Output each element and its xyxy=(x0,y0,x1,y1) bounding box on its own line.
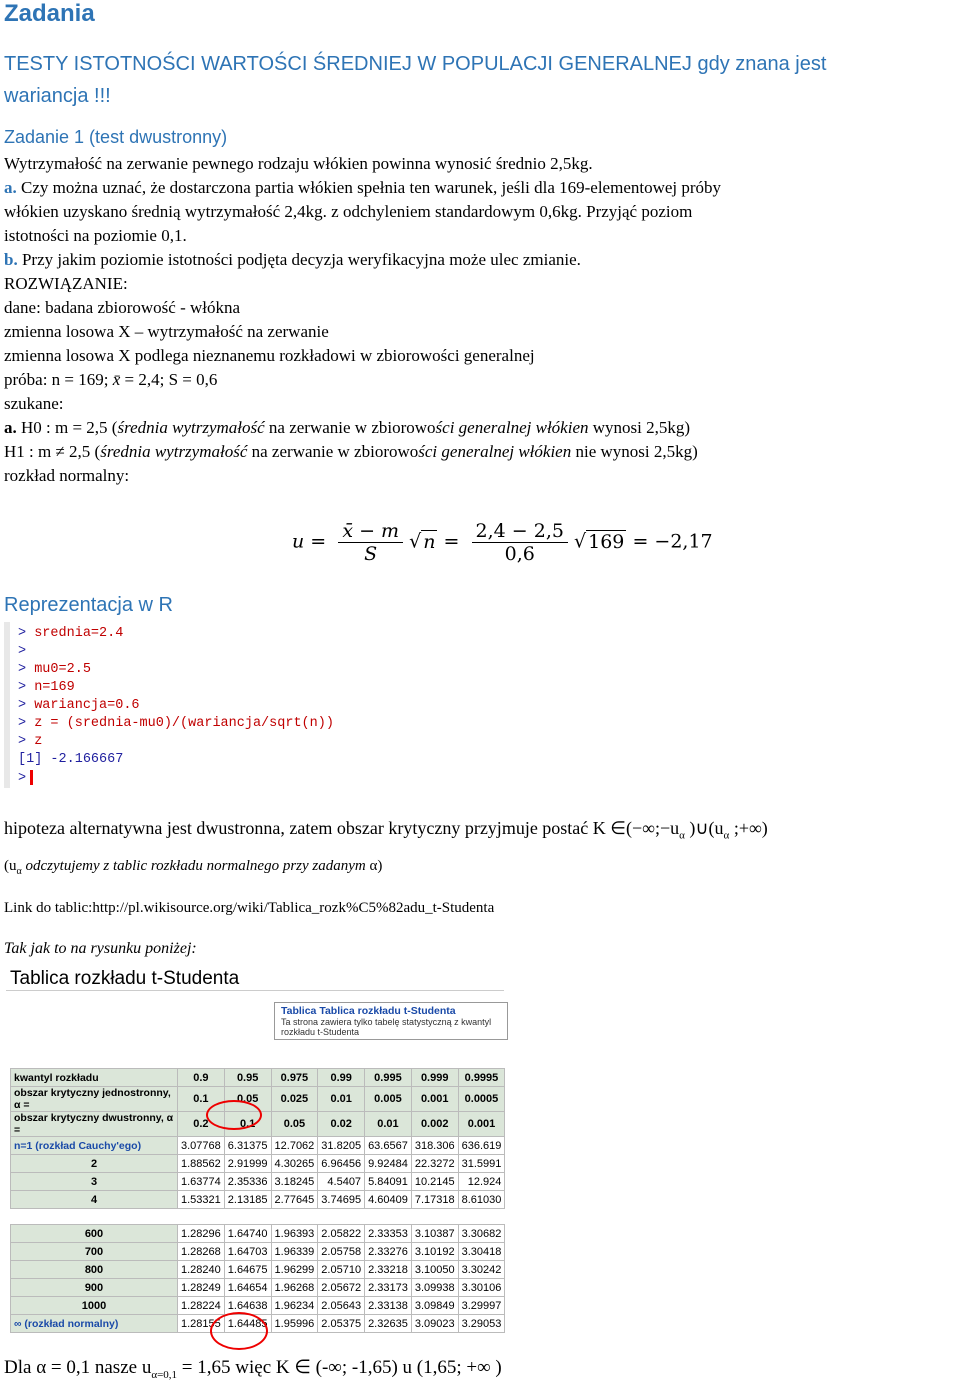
table-cell: 3.10387 xyxy=(411,1225,458,1243)
table-cell: 1.63774 xyxy=(178,1173,225,1191)
table-cell: 8.61030 xyxy=(458,1191,505,1209)
table-cell: 2.05643 xyxy=(318,1297,365,1315)
header-cell: 0.95 xyxy=(224,1069,271,1087)
table-row xyxy=(11,1137,505,1155)
header-cell: 0.02 xyxy=(318,1112,365,1137)
table-row xyxy=(11,1225,505,1243)
header-cell: 0.001 xyxy=(411,1087,458,1112)
table-row xyxy=(11,1243,505,1261)
table-row xyxy=(11,1279,505,1297)
task-body xyxy=(4,152,956,488)
table-row xyxy=(11,1261,505,1279)
table-cell: 3.30106 xyxy=(458,1279,505,1297)
header-cell: 0.005 xyxy=(365,1087,412,1112)
row-label: 800 xyxy=(11,1261,178,1279)
table-cell: 3.29997 xyxy=(458,1297,505,1315)
highlight-circle-value xyxy=(210,1312,268,1350)
table-cell: 3.30682 xyxy=(458,1225,505,1243)
r-console-line: > wariancja=0.6 xyxy=(18,698,140,713)
table-cell: 3.18245 xyxy=(271,1173,318,1191)
table-cell: 1.96268 xyxy=(271,1279,318,1297)
header-cell: 0.99 xyxy=(318,1069,365,1087)
r-console-line: > mu0=2.5 xyxy=(18,662,91,677)
variable-line-2: zmienna losowa X podlega nieznanemu rozkładowi w zbiorowości generalnej xyxy=(4,346,535,365)
table-cell: 3.09938 xyxy=(411,1279,458,1297)
table-row xyxy=(11,1155,505,1173)
r-section-title: Reprezentacja w R xyxy=(4,594,173,616)
table-cell: 2.33353 xyxy=(365,1225,412,1243)
table-cell: 2.05758 xyxy=(318,1243,365,1261)
table-cell: 31.8205 xyxy=(318,1137,365,1155)
table-cell: 3.74695 xyxy=(318,1191,365,1209)
r-console-line: > z = (srednia-mu0)/(wariancja/sqrt(n)) xyxy=(18,716,334,731)
table-cell: 1.64675 xyxy=(224,1261,271,1279)
r-console-line: > xyxy=(18,644,27,659)
table-cell: 2.05375 xyxy=(318,1315,365,1333)
header-cell: 0.05 xyxy=(271,1112,318,1137)
table-cell: 1.28224 xyxy=(178,1297,225,1315)
table-row xyxy=(11,1297,505,1315)
table-cell: 10.2145 xyxy=(411,1173,458,1191)
row-label: ∞ (rozkład normalny) xyxy=(11,1315,178,1333)
header-cell: 0.9 xyxy=(178,1069,225,1087)
table-cell: 3.07768 xyxy=(178,1137,225,1155)
h1-line: H1 : m ≠ 2,5 (średnia wytrzymałość na zerwanie w zbiorowości generalnej włókien nie wynosi 2,5kg) xyxy=(4,442,698,461)
item-a-line-3: istotności na poziomie 0,1. xyxy=(4,226,187,245)
table-cell: 12.7062 xyxy=(271,1137,318,1155)
r-console-line: [1] -2.166667 xyxy=(18,752,124,767)
test-statistic-formula: u = $\frac{x̄ - m}{S}$ √ n = $\frac{2,4 - 2,5}{0,6}$ √ 169 = −2,17 xyxy=(292,520,713,565)
row-label: 2 xyxy=(11,1155,178,1173)
table-cell: 1.96299 xyxy=(271,1261,318,1279)
table-cell: 1.96234 xyxy=(271,1297,318,1315)
table-cell: 1.28268 xyxy=(178,1243,225,1261)
item-b-label: b. xyxy=(4,250,18,269)
header-cell: 0.001 xyxy=(458,1112,505,1137)
table-link-line: Link do tablic:http://pl.wikisource.org/wiki/Tablica_rozk%C5%82adu_t-Studenta xyxy=(4,900,495,916)
header-cell: 0.2 xyxy=(178,1112,225,1137)
table-row xyxy=(11,1191,505,1209)
table-cell: 1.64703 xyxy=(224,1243,271,1261)
critical-region-text: hipoteza alternatywna jest dwustronna, zatem obszar krytyczny przyjmuje postać K $\in(-\infty;-u_\alpha$ )$\cup(u_\alpha$ ;+∞) xyxy=(4,818,768,842)
table-cell: 2.13185 xyxy=(224,1191,271,1209)
header-cell: 0.002 xyxy=(411,1112,458,1137)
table-cell: 1.96339 xyxy=(271,1243,318,1261)
given-line: dane: badana zbiorowość - włókna xyxy=(4,298,241,317)
table-cell: 1.28155 xyxy=(178,1315,225,1333)
figure-caption: Tak jak to na rysunku poniżej: xyxy=(4,940,197,957)
subtitle-line-2: wariancja !!! xyxy=(4,85,111,107)
table-cell: 3.30418 xyxy=(458,1243,505,1261)
header-cell: 0.05 xyxy=(224,1087,271,1112)
header-cell: 0.01 xyxy=(365,1112,412,1137)
table-cell: 318.306 xyxy=(411,1137,458,1155)
sought-line: szukane: xyxy=(4,394,64,413)
table-row xyxy=(11,1069,505,1087)
header-cell: 0.9995 xyxy=(458,1069,505,1087)
row-label: obszar krytyczny dwustronny, α = xyxy=(11,1112,178,1137)
table-cell: 3.09849 xyxy=(411,1297,458,1315)
table-cell: 9.92484 xyxy=(365,1155,412,1173)
row-label: obszar krytyczny jednostronny, α = xyxy=(11,1087,178,1112)
distribution-line: rozkład normalny: xyxy=(4,466,130,485)
header-cell: 0.01 xyxy=(318,1087,365,1112)
variable-line-1: zmienna losowa X – wytrzymałość na zerwanie xyxy=(4,322,329,341)
row-label: 3 xyxy=(11,1173,178,1191)
task-title: Zadanie 1 (test dwustronny) xyxy=(4,127,228,147)
table-cell: 1.64485 xyxy=(224,1315,271,1333)
t-table-popup: Tablica Tablica rozkładu t-Studenta Ta strona zawiera tylko tabelę statystyczną z kwantyl rozkładu t-Studenta xyxy=(274,1002,508,1040)
section-subtitle xyxy=(4,48,954,112)
r-console-line: > xyxy=(18,770,33,786)
table-cell: 6.31375 xyxy=(224,1137,271,1155)
row-label: 600 xyxy=(11,1225,178,1243)
table-cell: 2.05710 xyxy=(318,1261,365,1279)
table-cell: 2.91999 xyxy=(224,1155,271,1173)
table-cell: 12.924 xyxy=(458,1173,505,1191)
table-cell: 4.60409 xyxy=(365,1191,412,1209)
table-cell: 1.64740 xyxy=(224,1225,271,1243)
table-cell: 1.28249 xyxy=(178,1279,225,1297)
table-cell: 31.5991 xyxy=(458,1155,505,1173)
table-cell: 2.35336 xyxy=(224,1173,271,1191)
row-label: n=1 (rozkład Cauchy'ego) xyxy=(11,1137,178,1155)
table-cell: 1.28296 xyxy=(178,1225,225,1243)
h0-line: a. H0 : m = 2,5 (średnia wytrzymałość na zerwanie w zbiorowości generalnej włókien wynosi 2,5kg) xyxy=(4,418,691,437)
table-cell: 1.96393 xyxy=(271,1225,318,1243)
header-cell: 0.1 xyxy=(178,1087,225,1112)
table-cell: 22.3272 xyxy=(411,1155,458,1173)
sample-line: próba: n = 169; x̄ = 2,4; S = 0,6 xyxy=(4,370,218,389)
table-cell: 1.64638 xyxy=(224,1297,271,1315)
intro-text: Wytrzymałość na zerwanie pewnego rodzaju włókien powinna wynosić średnio 2,5kg. xyxy=(4,154,593,173)
header-cell: 0.1 xyxy=(224,1112,271,1137)
table-cell: 7.17318 xyxy=(411,1191,458,1209)
subtitle-line-1: TESTY ISTOTNOŚCI WARTOŚCI ŚREDNIEJ W POPULACJI GENERALNEJ gdy znana jest xyxy=(4,53,827,75)
t-table-top-grid xyxy=(10,1068,505,1209)
r-console-line: > srednia=2.4 xyxy=(18,626,124,641)
u-alpha-note: ($u_\alpha$ odczytujemy z tablic rozkładu normalnego przy zadanym α) xyxy=(4,858,383,877)
table-cell: 3.10192 xyxy=(411,1243,458,1261)
t-table-header xyxy=(6,966,504,1042)
table-cell: 636.619 xyxy=(458,1137,505,1155)
item-a-label: a. xyxy=(4,178,17,197)
table-cell: 1.95996 xyxy=(271,1315,318,1333)
row-label: 4 xyxy=(11,1191,178,1209)
item-a-line-2: włókien uzyskano średnią wytrzymałość 2,4kg. z odchyleniem standardowym 0,6kg. Przyjąć poziom xyxy=(4,202,693,221)
table-cell: 4.30265 xyxy=(271,1155,318,1173)
row-label: kwantyl rozkładu xyxy=(11,1069,178,1087)
table-row xyxy=(11,1173,505,1191)
table-cell: 1.28240 xyxy=(178,1261,225,1279)
table-cell: 2.05822 xyxy=(318,1225,365,1243)
row-label: 1000 xyxy=(11,1297,178,1315)
table-cell: 2.32635 xyxy=(365,1315,412,1333)
table-cell: 3.30242 xyxy=(458,1261,505,1279)
header-cell: 0.0005 xyxy=(458,1087,505,1112)
table-cell: 2.33173 xyxy=(365,1279,412,1297)
item-a-line-1: Czy można uznać, że dostarczona partia włókien spełnia ten warunek, jeśli dla 169-elementowej próby xyxy=(16,178,722,197)
item-b xyxy=(4,248,956,272)
table-cell: 4.5407 xyxy=(318,1173,365,1191)
r-console-line: > z xyxy=(18,734,43,749)
final-conclusion: Dla α = 0,1 nasze $u_{\alpha=0,1} = 1,65$ więc K ∈ (-∞; -1,65) u (1,65; +∞ ) xyxy=(4,1357,502,1381)
row-label: 700 xyxy=(11,1243,178,1261)
header-cell: 0.975 xyxy=(271,1069,318,1087)
solution-label: ROZWIĄZANIE: xyxy=(4,274,128,293)
item-a xyxy=(4,176,956,200)
r-console-line: > n=169 xyxy=(18,680,75,695)
table-cell: 2.33276 xyxy=(365,1243,412,1261)
table-cell: 2.33138 xyxy=(365,1297,412,1315)
r-console xyxy=(4,622,380,788)
table-cell: 2.05672 xyxy=(318,1279,365,1297)
text-cursor xyxy=(30,770,33,785)
table-cell: 3.29053 xyxy=(458,1315,505,1333)
table-cell: 3.10050 xyxy=(411,1261,458,1279)
table-cell: 63.6567 xyxy=(365,1137,412,1155)
table-cell: 1.88562 xyxy=(178,1155,225,1173)
header-cell: 0.995 xyxy=(365,1069,412,1087)
header-cell: 0.025 xyxy=(271,1087,318,1112)
header-cell: 0.999 xyxy=(411,1069,458,1087)
page-heading: Zadania xyxy=(4,0,95,27)
table-cell: 2.77645 xyxy=(271,1191,318,1209)
t-table-title: Tablica rozkładu t-Studenta xyxy=(10,968,240,989)
row-label: 900 xyxy=(11,1279,178,1297)
table-cell: 3.09023 xyxy=(411,1315,458,1333)
t-table-top xyxy=(10,1068,505,1209)
table-cell: 1.53321 xyxy=(178,1191,225,1209)
highlight-circle-alpha xyxy=(206,1100,262,1130)
table-cell: 5.84091 xyxy=(365,1173,412,1191)
table-cell: 1.64654 xyxy=(224,1279,271,1297)
table-cell: 2.33218 xyxy=(365,1261,412,1279)
divider xyxy=(6,990,504,991)
item-b-text: Przy jakim poziomie istotności podjęta decyzja weryfikacyjna może ulec zmianie. xyxy=(17,250,581,269)
table-link[interactable]: http://pl.wikisource.org/wiki/Tablica_rozk%C5%82adu_t-Studenta xyxy=(92,900,495,916)
table-cell: 6.96456 xyxy=(318,1155,365,1173)
